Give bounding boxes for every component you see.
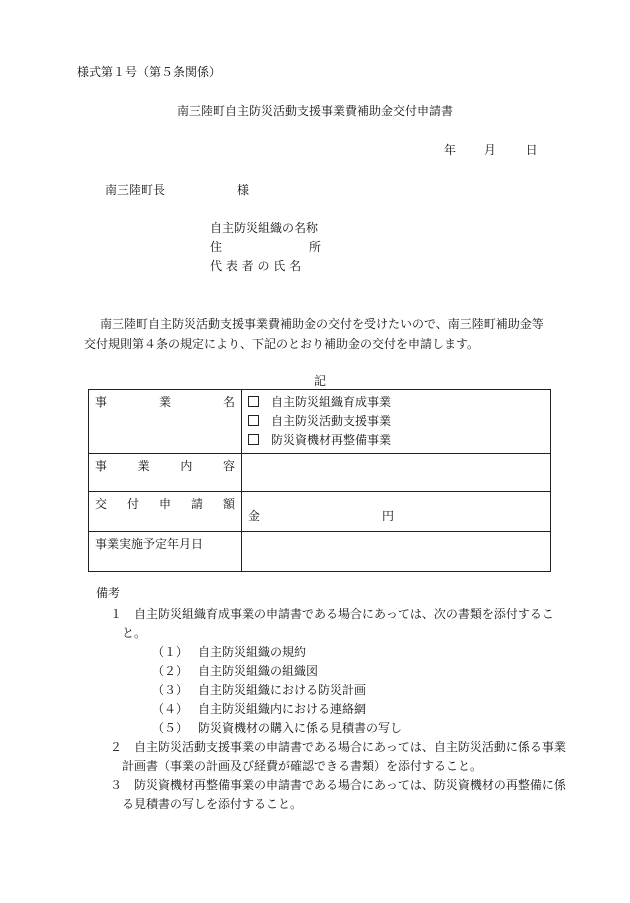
document-title: 南三陸町自主防災活動支援事業費補助金交付申請書 bbox=[176, 104, 453, 118]
month-label: 月 bbox=[483, 143, 496, 157]
schedule-date-field[interactable] bbox=[242, 532, 551, 572]
note-sub-item bbox=[96, 662, 566, 681]
date-line bbox=[444, 142, 538, 158]
option-label: 防災資機材再整備事業 bbox=[271, 433, 392, 447]
label-char: 名 bbox=[222, 395, 235, 409]
option-label: 自主防災組織育成事業 bbox=[271, 395, 392, 409]
label-char: 申 bbox=[158, 497, 171, 511]
day-label: 日 bbox=[525, 143, 538, 157]
business-content-field[interactable] bbox=[242, 454, 551, 492]
ki-heading: 記 bbox=[313, 374, 326, 388]
sub-item-text: 自主防災組織における防災計画 bbox=[198, 683, 367, 697]
label-char: 事 bbox=[95, 459, 108, 473]
checkbox[interactable] bbox=[248, 434, 259, 445]
option-saiseibi[interactable] bbox=[248, 431, 544, 450]
address-label-part1: 住 bbox=[210, 240, 223, 254]
label-char: 交 bbox=[95, 497, 108, 511]
grant-amount-field[interactable] bbox=[242, 492, 551, 532]
label-char: 事 bbox=[95, 395, 108, 409]
application-statement: 南三陸町自主防災活動支援事業費補助金の交付を受けたいので、南三陸町補助金等交付規則第４条の規定により、下記のとおり補助金の交付を申請します。 bbox=[84, 317, 544, 351]
note-sub-item bbox=[96, 643, 566, 662]
org-name-label: 自主防災組織の名称 bbox=[210, 221, 319, 235]
sub-item-text: 自主防災組織の規約 bbox=[198, 645, 307, 659]
label-char: 請 bbox=[190, 497, 203, 511]
form-number: 様式第１号（第５条関係） bbox=[77, 65, 222, 79]
amount-suffix: 円 bbox=[381, 508, 394, 523]
label-char: 業 bbox=[137, 459, 150, 473]
representative-label: 代 表 者 の 氏 名 bbox=[210, 259, 302, 273]
option-shien[interactable] bbox=[248, 412, 544, 431]
note-1: １ 自主防災組織育成事業の申請書である場合にあっては、次の書類を添付すること。 bbox=[110, 607, 554, 640]
row-schedule-date bbox=[89, 532, 551, 572]
option-label: 自主防災活動支援事業 bbox=[271, 414, 392, 428]
note-3: ３ 防災資機材再整備事業の申請書である場合にあっては、防災資機材の再整備に係る見積書の写しを添付すること。 bbox=[110, 778, 566, 811]
amount-prefix: 金 bbox=[248, 508, 261, 523]
checkbox[interactable] bbox=[248, 396, 259, 407]
sub-item-number: （４） bbox=[152, 702, 189, 716]
sub-item-number: （１） bbox=[152, 645, 189, 659]
schedule-date-text: 事業実施予定年月日 bbox=[95, 537, 204, 551]
note-2: ２ 自主防災活動支援事業の申請書である場合にあっては、自主防災活動に係る事業計画書（事業の計画及び経費が確認できる書類）を添付すること。 bbox=[110, 740, 566, 773]
note-sub-item bbox=[96, 700, 566, 719]
applicant-block bbox=[210, 219, 321, 276]
sub-item-number: （５） bbox=[152, 721, 189, 735]
sub-item-text: 自主防災組織の組織図 bbox=[198, 664, 319, 678]
sub-item-number: （３） bbox=[152, 683, 189, 697]
addressee: 南三陸町長 bbox=[105, 183, 166, 197]
note-sub-item bbox=[96, 681, 566, 700]
business-content-label bbox=[89, 454, 242, 492]
checkbox[interactable] bbox=[248, 415, 259, 426]
business-name-label bbox=[89, 390, 242, 454]
label-char: 業 bbox=[158, 395, 171, 409]
application-table bbox=[88, 389, 551, 572]
note-sub-item bbox=[96, 719, 566, 738]
year-label: 年 bbox=[444, 143, 457, 157]
row-business-content bbox=[89, 454, 551, 492]
notes-header: 備考 bbox=[96, 586, 121, 600]
honorific: 様 bbox=[237, 183, 250, 197]
label-char: 容 bbox=[222, 459, 235, 473]
label-char: 付 bbox=[126, 497, 139, 511]
sub-item-number: （２） bbox=[152, 664, 189, 678]
row-business-name bbox=[89, 390, 551, 454]
option-ikusei[interactable] bbox=[248, 393, 544, 412]
address-label-part2: 所 bbox=[308, 240, 321, 254]
address-label bbox=[210, 238, 321, 257]
sub-item-text: 防災資機材の購入に係る見積書の写し bbox=[198, 721, 403, 735]
business-options bbox=[242, 390, 551, 454]
label-char: 内 bbox=[180, 459, 193, 473]
notes-section bbox=[96, 585, 566, 814]
sub-item-text: 自主防災組織内における連絡網 bbox=[198, 702, 367, 716]
row-grant-amount bbox=[89, 492, 551, 532]
schedule-date-label bbox=[89, 532, 242, 572]
label-char: 額 bbox=[222, 497, 235, 511]
grant-amount-label bbox=[89, 492, 242, 532]
